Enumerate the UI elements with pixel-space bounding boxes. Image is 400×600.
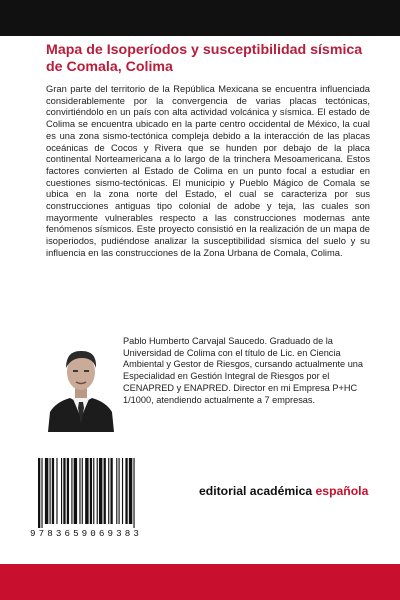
barcode-icon	[30, 456, 182, 530]
barcode-bar	[79, 458, 80, 524]
barcode-bar	[45, 458, 48, 524]
publisher-accent: española	[315, 484, 369, 498]
author-portrait-icon	[46, 338, 116, 432]
barcode-bar	[108, 458, 109, 524]
barcode-bar	[133, 458, 134, 528]
barcode-bar	[74, 458, 77, 524]
barcode-bar	[63, 458, 65, 524]
barcode-bar	[90, 458, 92, 524]
barcode-bar	[125, 458, 127, 524]
barcode-bar	[38, 458, 40, 528]
barcode-bar	[116, 458, 117, 524]
publisher-main: editorial académica	[199, 484, 316, 498]
barcode-bar	[93, 458, 94, 524]
publisher-name	[199, 484, 379, 498]
back-cover-summary: Gran parte del territorio de la República Mexicana se encuentra influenciada considerablemente por la convergencia de varias placas tectónicas, convirtiéndolo en un país con alta actividad volcánica y sísmica. El estado de Colima se encuentra ubicado en la parte centro occidental de México, la cual es una zona sismo-tectónica compleja debido a la interacción de las placas oceánicas de Cocos y Rivera que se hunden por debajo de la placa continental Norteamericana a lo largo de la trinchera Mesoamericana. Estos factores convierten al Estado de Colima en un punto focal a estudiar en cuestiones sismo-tectónicas. El municipio y Pueblo Mágico de Comala se ubica en la zona norte del Estado, el cual se caracteriza por sus construcciones antiguas tipo colonial de adobe y teja, las cuales son mayormente vulnerables respecto a las construcciones modernas ante fenómenos sísmicos. Este proyecto consistió en la realización de un mapa de isoperiodos, pudiéndose analizar la susceptibilidad sísmica del suelo y su influencia en las construcciones de la Zona Urbana de Comala, Colima.	[46, 84, 370, 258]
barcode-bar	[97, 458, 98, 524]
barcode-bar	[50, 458, 51, 524]
barcode-bar	[85, 458, 88, 524]
barcode-bar	[110, 458, 112, 524]
barcode-bar	[104, 458, 106, 524]
barcode-bar	[122, 458, 123, 524]
barcode-bar	[82, 458, 83, 524]
barcode-bar	[99, 458, 102, 524]
barcode-bar	[52, 458, 54, 524]
book-title: Mapa de Isoperíodos y susceptibilidad sísmica de Comala, Colima	[46, 42, 363, 75]
barcode-bar	[71, 458, 72, 524]
author-photo	[46, 338, 116, 432]
bottom-red-band	[0, 564, 400, 600]
barcode-bar	[119, 458, 120, 524]
author-biography: Pablo Humberto Carvajal Saucedo. Graduado de la Universidad de Colima con el título de Lic. en Ciencia Ambiental y Gestor de Riesgos, cursando actualmente una Especialidad en Gestión Integral de Riesgos por el CENAPRED y ENAPRED. Director en mi Empresa P+HC 1/1000, atendiendo actualmente a 7 empresas.	[123, 336, 364, 405]
barcode-bar	[41, 458, 42, 528]
isbn-barcode	[30, 456, 182, 544]
top-black-band	[0, 0, 400, 36]
barcode-bar	[56, 458, 57, 524]
barcode-bar	[61, 458, 62, 524]
barcode-bar	[129, 458, 132, 524]
isbn-number: 9783659069383	[30, 528, 142, 539]
barcode-bar	[67, 458, 69, 524]
